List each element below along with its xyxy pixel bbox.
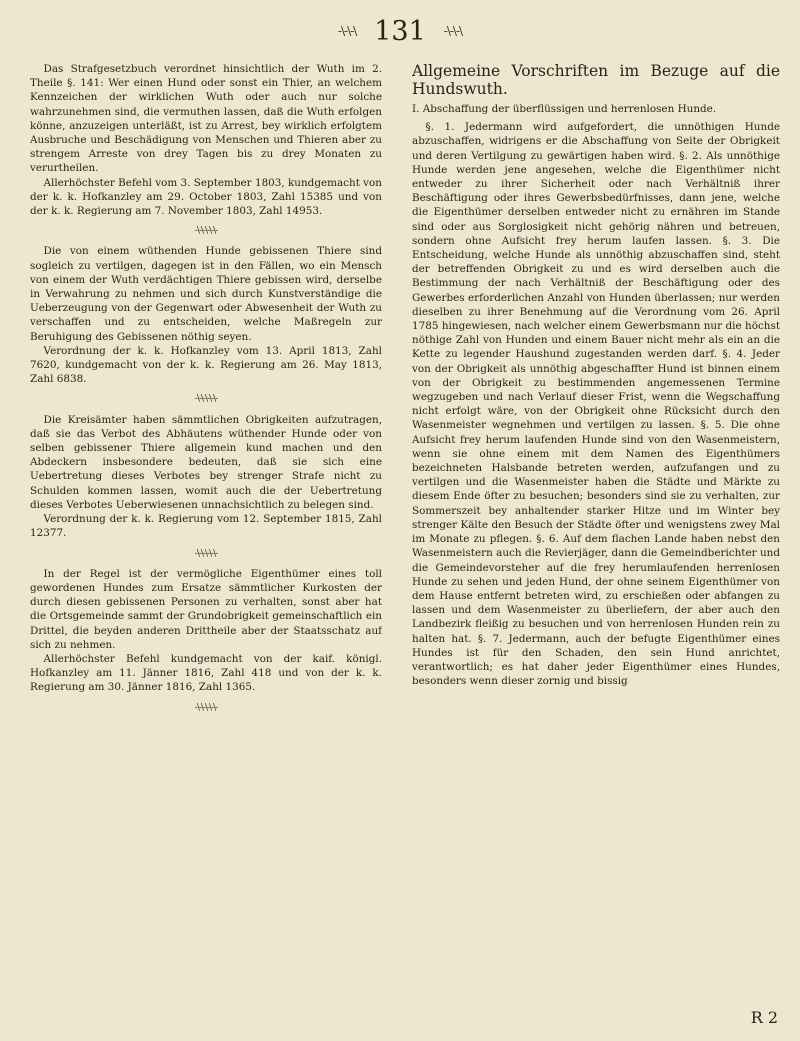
- section-subtitle: I. Abschaffung der überflüssigen und herrenlosen Hunde.: [412, 103, 717, 115]
- paragraph-strafgesetzbuch: Das Strafgesetzbuch verordnet hinsichtlich der Wuth im 2. Theile §. 141: Wer einen Hund oder sonst ein Thier, an welchem Kennzeichen der wirklichen Wuth oder auch nur solche wahrzunehmen sind, die vermuthen lassen, daß die Wuth erfolgen könne, anzuzeigen unterläßt, ist zu Arrest, bey wirklich erfolgtem Ausbruche und Beschädigung von Menschen und Thieren aber zu strengem Arreste von drey Tagen bis zu drey Monaten zu verurtheilen.: [30, 63, 382, 175]
- section-title: Allgemeine Vorschriften im Bezuge auf die Hundswuth.: [412, 62, 780, 98]
- left-column: [30, 62, 382, 1019]
- header-ornament-right: -\-\-\: [443, 24, 463, 38]
- section-divider: -\-\-\-\-\-: [194, 226, 218, 237]
- paragraph-vorschriften: §. 1. Jedermann wird aufgefordert, die unnöthigen Hunde abzuschaffen, widrigens er die Abschaffung von Seite der Obrigkeit und deren Vertilgung zu gewärtigen haben wird. §. 2. Als unnöthige Hunde werden jene angesehen, welche die Eigenthümer nicht entweder zu ihrer Sicherheit oder nach Verhältniß ihrer Beschäftigung oder ihres Gewerbsbedürfnisses, dann jene, welche die Eigenthümer derselben entweder nicht zu ernähren im Stande sind oder aus Sorglosigkeit nicht gehörig nähren und betreuen, sondern ohne Aufsicht frey herum laufen lassen. §. 3. Die Entscheidung, welche Hunde als unnöthig abzuschaffen sind, steht der betreffenden Obrigkeit zu und es wird derselben auch die Bestimmung der nach Verhältniß der Beschäftigung oder des Gewerbes erforderlichen Anzahl von Hunden überlassen; nur werden dieselben zu ihrer Benehmung auf die Verordnung vom 26. April 1785 hingewiesen, nach welcher einem Gewerbsmann nur die höchst nöthige Zahl von Hunden und einem Bauer nicht mehr als ein an die Kette zu legender Haushund zugestanden werden darf. §. 4. Jeder von der Obrigkeit als unnöthig abgeschaffter Hund ist binnen einem von der Obrigkeit zu bestimmenden angemessenen Termine wegzugeben und nach Verlauf dieser Frist, wenn die Wegschaffung nicht erfolgt wäre, von der Obrigkeit ohne Rücksicht durch den Wasenmeister wegnehmen und vertilgen zu lassen. §. 5. Die ohne Aufsicht frey herum laufenden Hunde sind von den Wasenmeistern, wenn sie ohne einem mit dem Namen des Eigenthümers bezeichneten Halsbande betreten werden, aufzufangen und zu vertilgen und die Wasenmeister haben die Städte und Märkte zu diesem Ende öfter zu besuchen; besonders sind sie zu verhalten, zur Sommerszeit bey anhaltender starker Hitze und im Winter bey strenger Kälte den Besuch der Städte öfter und wenigstens zwey Mal im Monate zu pflegen. §. 6. Auf dem flachen Lande haben nebst den Wasenmeistern auch die Revierjäger, dann die Gemeindberichter und die Gemeindevorsteher auf die frey herumlaufenden herrenlosen Hunde zu sehen und jeden Hund, der ohne seinem Eigenthümer von dem Hause entfernt betreten wird, zu erschießen oder abfangen zu lassen und dem Wasenmeister zu überliefern, der aber auch den Landbezirk fleißig zu besuchen und von herrenlosen Hunden rein zu halten hat. §. 7. Jedermann, auch der befugte Eigenthümer eines Hundes ist für den Schaden, den sein Hund anrichtet, verantwortlich; es hat daher jeder Eigenthümer eines Hundes, besonders wenn dieser zornig und bissig: [412, 121, 780, 688]
- paragraph-gebissene-thiere: Die von einem wüthenden Hunde gebissenen Thiere sind sogleich zu vertilgen, dagegen ist in den Fällen, wo ein Mensch von einem der Wuth verdächtigen Thiere gebissen wird, derselbe in Verwahrung zu nehmen und sich durch Kunstverständige die Ueberzeugung von der Gegenwart oder Abwesenheit der Wuth zu verschaffen und zu entscheiden, welche Maßregeln zur Beruhigung des Gebissenen nöthig seyen.: [30, 245, 382, 343]
- header-ornament-left: -\-\-\: [337, 24, 357, 38]
- right-column: [412, 62, 780, 1019]
- section-divider: -\-\-\-\-\-: [194, 702, 218, 713]
- decree-citation: Verordnung der k. k. Hofkanzley vom 13. April 1813, Zahl 7620, kundgemacht von der k. k. Regierung am 26. May 1813, Zahl 6838.: [30, 344, 382, 386]
- section-divider: -\-\-\-\-\-: [194, 394, 218, 405]
- decree-citation: Verordnung der k. k. Regierung vom 12. September 1815, Zahl 12377.: [30, 513, 382, 540]
- paragraph-kurkosten: In der Regel ist der vermögliche Eigenthümer eines toll gewordenen Hundes zum Ersatze sämmtlicher Kurkosten der durch diesen gebissenen Personen zu verhalten, sonst aber hat die Ortsgemeinde sammt der Grundobrigkeit gemeinschaftlich ein Drittel, die beyden anderen Drittheile aber der Staatsschatz auf sich zu nehmen.: [30, 567, 382, 651]
- page-header: [0, 10, 800, 52]
- section-divider: -\-\-\-\-\-: [194, 548, 218, 559]
- paragraph-kreisaemter: Die Kreisämter haben sämmtlichen Obrigkeiten aufzutragen, daß sie das Verbot des Abhäutens wüthender Hunde oder von selben gebissener Thiere allgemein kund machen und den Abdeckern insbesondere bedeuten, daß sie sich eine Uebertretung dieses Verbotes bey strenger Strafe nicht zu Schulden kommen lassen, womit auch die der Uebertretung dieses Verbotes Ueberwiesenen unnachsichtlich zu belegen sind.: [30, 413, 382, 511]
- decree-citation: Allerhöchster Befehl kundgemacht von der kaif. königl. Hofkanzley am 11. Jänner 1816, Zahl 418 und von der k. k. Regierung am 30. Jänner 1816, Zahl 1365.: [30, 652, 382, 694]
- decree-citation: Allerhöchster Befehl vom 3. September 1803, kundgemacht von der k. k. Hofkanzley am 29. October 1803, Zahl 15385 und von der k. k. Regierung am 7. November 1803, Zahl 14953.: [30, 176, 382, 218]
- page-number: 131: [374, 15, 426, 47]
- signature-mark: R 2: [750, 1008, 778, 1027]
